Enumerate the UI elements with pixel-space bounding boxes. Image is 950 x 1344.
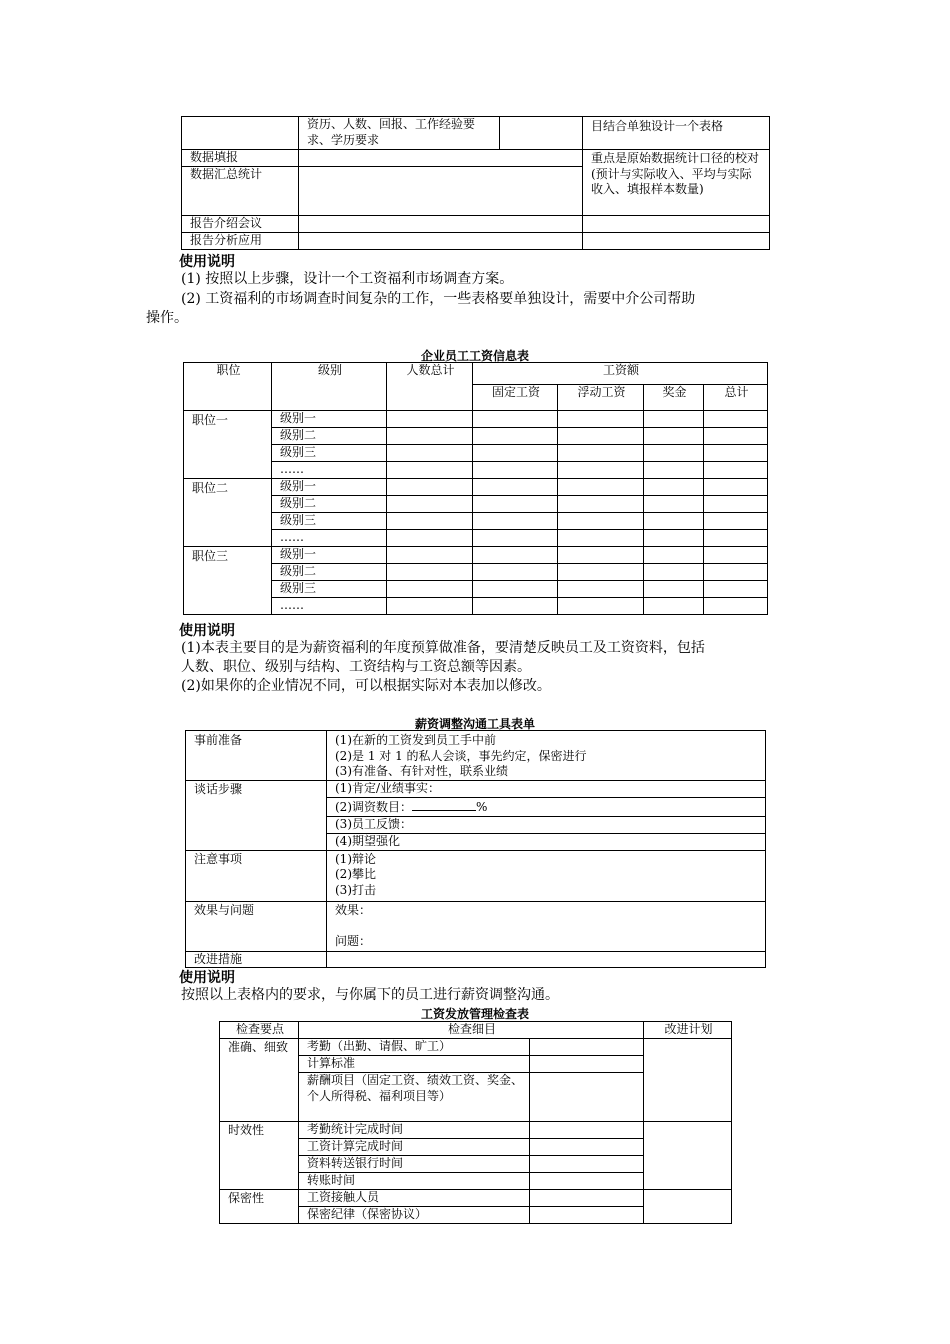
- level-cell: ……: [272, 530, 387, 547]
- header-bonus: 奖金: [644, 385, 704, 411]
- header-count: 人数总计: [387, 363, 473, 411]
- row-label: 注意事项: [186, 850, 327, 901]
- usage-line: 人数、职位、级别与结构、工资结构与工资总额等因素。: [181, 659, 531, 675]
- step-item: (1)肯定/业绩事实：: [327, 781, 766, 798]
- detail-item: 考勤（出勤、请假、旷工）: [299, 1039, 530, 1056]
- level-cell: 级别三: [272, 513, 387, 530]
- level-cell: 级别三: [272, 445, 387, 462]
- prep-item: (1)在新的工资发到员工手中前: [335, 733, 496, 747]
- note-item: (3)打击: [335, 882, 376, 897]
- table-title: 工资发放管理检查表: [420, 1007, 529, 1021]
- step-item: (2)调资数目： %: [327, 798, 766, 817]
- position-cell: 职位三: [184, 547, 272, 615]
- table-cell: [327, 951, 766, 968]
- position-cell: 职位二: [184, 479, 272, 547]
- effect-cell: [327, 901, 766, 951]
- header-total: 总计: [704, 385, 768, 411]
- effect-label: 效果：: [335, 902, 372, 917]
- row-label: 改进措施: [186, 951, 327, 968]
- prep-item: (3)有准备、有针对性，联系业绩: [335, 764, 508, 778]
- note-cell: 重点是原始数据统计口径的校对(预计与实际收入、平均与实际收入、填报样本数量): [583, 150, 770, 216]
- level-cell: ……: [272, 462, 387, 479]
- level-cell: 级别一: [272, 411, 387, 428]
- level-cell: 级别一: [272, 479, 387, 496]
- usage-line: 按照以上表格内的要求，与你属下的员工进行薪资调整沟通。: [181, 987, 559, 1003]
- level-cell: 级别一: [272, 547, 387, 564]
- detail-item: 保密纪律（保密协议）: [299, 1207, 530, 1224]
- group-label: 保密性: [220, 1190, 299, 1224]
- usage-heading: 使用说明: [179, 970, 235, 986]
- problem-label: 问题：: [335, 933, 372, 948]
- usage-heading: 使用说明: [179, 254, 235, 270]
- note-item: (1)辩论: [335, 851, 376, 866]
- level-cell: 级别二: [272, 428, 387, 445]
- table-title: 薪资调整沟通工具表单: [414, 717, 535, 731]
- detail-item: 资料转送银行时间: [299, 1156, 530, 1173]
- survey-steps-table: [181, 116, 770, 250]
- level-cell: ……: [272, 598, 387, 615]
- detail-item: 转账时间: [299, 1173, 530, 1190]
- usage-line: (2)如果你的企业情况不同，可以根据实际对本表加以修改。: [181, 678, 551, 694]
- step-item: (4)期望强化: [327, 833, 766, 850]
- detail-item: 薪酬项目（固定工资、绩效工资、奖金、个人所得税、福利项目等）: [299, 1073, 530, 1122]
- detail-item: 工资计算完成时间: [299, 1139, 530, 1156]
- usage-line: (2) 工资福利的市场调查时间复杂的工作，一些表格要单独设计，需要中介公司帮助: [181, 291, 696, 307]
- table-title: 企业员工工资信息表: [420, 349, 529, 363]
- row-label: 数据汇总统计: [182, 167, 299, 216]
- level-cell: 级别二: [272, 496, 387, 513]
- usage-line: (1) 按照以上步骤，设计一个工资福利市场调查方案。: [181, 271, 514, 287]
- header-plan: 改进计划: [644, 1022, 732, 1039]
- row-label: 数据填报: [182, 150, 299, 167]
- header-level: 级别: [272, 363, 387, 411]
- detail-item: 工资接触人员: [299, 1190, 530, 1207]
- usage-line: (1)本表主要目的是为薪资福利的年度预算做准备，要清楚反映员工及工资资料，包括: [181, 640, 705, 656]
- header-position: 职位: [184, 363, 272, 411]
- table-cell: [583, 216, 770, 233]
- row-label: 事前准备: [186, 731, 327, 781]
- table-cell: 目结合单独设计一个表格: [583, 117, 770, 150]
- header-float: 浮动工资: [558, 385, 644, 411]
- usage-heading: 使用说明: [179, 623, 235, 639]
- notes-cell: [327, 850, 766, 901]
- fill-blank: [412, 798, 476, 811]
- step-item: (3)员工反馈：: [327, 816, 766, 833]
- header-details: 检查细目: [299, 1022, 644, 1039]
- payroll-check-table: [219, 1021, 732, 1224]
- table-cell: [299, 233, 583, 250]
- row-label: 报告分析应用: [182, 233, 299, 250]
- table-cell: [299, 216, 583, 233]
- level-cell: 级别二: [272, 564, 387, 581]
- detail-item: 计算标准: [299, 1056, 530, 1073]
- header-fixed: 固定工资: [473, 385, 558, 411]
- header-salary: 工资额: [473, 363, 768, 385]
- prep-item: (2)是 1 对 1 的私人会谈，事先约定，保密进行: [335, 748, 587, 763]
- table-cell: [500, 117, 583, 150]
- prep-cell: [327, 731, 766, 781]
- header-points: 检查要点: [220, 1022, 299, 1039]
- row-label: 效果与问题: [186, 901, 327, 951]
- table-cell: [299, 150, 583, 167]
- table-cell: 资历、人数、回报、工作经验要求、学历要求: [299, 117, 500, 150]
- note-item: (2)攀比: [335, 867, 376, 881]
- usage-line: 操作。: [146, 310, 188, 326]
- detail-item: 考勤统计完成时间: [299, 1122, 530, 1139]
- table-cell: [583, 233, 770, 250]
- position-cell: 职位一: [184, 411, 272, 479]
- table-cell: [299, 167, 583, 216]
- row-label: 谈话步骤: [186, 781, 327, 851]
- salary-adjustment-form: [185, 730, 766, 968]
- salary-info-table: [183, 362, 768, 615]
- level-cell: 级别三: [272, 581, 387, 598]
- group-label: 时效性: [220, 1122, 299, 1190]
- row-label: 报告介绍会议: [182, 216, 299, 233]
- table-cell: [182, 117, 299, 150]
- group-label: 准确、细致: [220, 1039, 299, 1122]
